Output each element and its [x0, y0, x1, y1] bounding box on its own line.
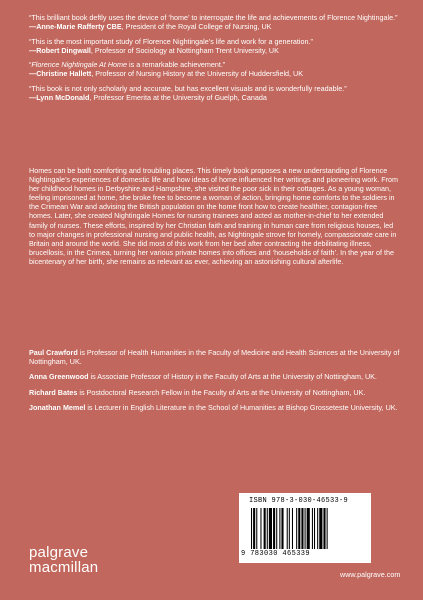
quote-attribution — [29, 22, 401, 31]
quote-affiliation: , Professor Emerita at the University of Guelph, Canada — [89, 92, 267, 102]
author-name: Paul Crawford — [29, 348, 78, 357]
author-bio — [29, 403, 401, 412]
quote-author: —Robert Dingwall — [29, 45, 91, 55]
author-bio-text: is Associate Professor of History in the Faculty of Arts at the University of Nottingham, UK. — [88, 372, 377, 382]
author-name: Jonathan Memel — [29, 402, 86, 412]
author-bio-text: is Postdoctoral Research Fellow in the Faculty of Arts at the University of Nottingham, UK. — [77, 387, 366, 397]
barcode-panel — [239, 493, 371, 563]
book-description: Homes can be both comforting and troubling places. This timely book proposes a new understanding of Florence Nightingale’s experiences of domestic life and how ideas of home influenced her writings and pioneering work. From her childhood homes in Derbyshire and Hampshire, she visited the poor sick in their cottages. As a young woman, feeling imprisoned at home, she broke free to become a woman of action, bringing home comforts to the soldiers in the Crimean War and advising the British population on the home front how to create healthier, contagion-free homes. Later, she created Nightingale Homes for nursing trainees and acted as mother-in-chief to her extended family of nurses. These efforts, inspired by her Christian faith and training in human care from religious houses, led to major changes in professional nursing and public health, as Nightingale strove for homely, compassionate care in Britain and around the world. She did most of this work from her bed after contracting the debilitating illness, brucellosis, in the Crimea, turning her various private homes into offices and ‘households of faith’. In the year of the bicentenary of her birth, she remains as relevant as ever, achieving an astonishing cultural afterlife. — [29, 166, 399, 266]
endorsement-quote — [29, 37, 401, 55]
quote-author: —Lynn McDonald — [29, 92, 90, 102]
quote-text: “This is the most important study of Florence Nightingale’s life and work for a generation.” — [29, 36, 313, 46]
author-name: Anna Greenwood — [29, 372, 89, 382]
quote-text: “This book is not only scholarly and accurate, but has excellent visuals and is wonderfully readable.” — [29, 83, 347, 93]
barcode-icon — [251, 508, 359, 549]
quote-affiliation: , Professor of Nursing History at the University of Huddersfield, UK — [91, 69, 304, 79]
author-bio — [29, 348, 401, 366]
isbn-label: ISBN 978-3-030-46533-9 — [249, 497, 349, 505]
author-name: Richard Bates — [29, 387, 78, 397]
endorsement-quote — [29, 13, 401, 31]
author-bio-text: is Professor of Health Humanities in the Faculty of Medicine and Health Sciences at the University of Nottingham, UK. — [29, 348, 400, 366]
quote-author: —Anne-Marie Rafferty CBE — [29, 22, 122, 31]
endorsement-quote — [29, 84, 401, 102]
endorsements — [29, 13, 401, 107]
quote-attribution — [29, 69, 401, 78]
quote-book-title: Florence Nightingale At Home — [31, 60, 128, 70]
endorsement-quote — [29, 60, 401, 78]
publisher-name-line1: palgrave — [29, 544, 89, 561]
quote-text: “This brilliant book deftly uses the device of ‘home’ to interrogate the life and achievements of Florence Nightingale.” — [29, 13, 398, 22]
barcode-number: 9 783030 465339 — [241, 550, 311, 558]
author-bio — [29, 372, 401, 381]
publisher-name-line2: macmillan — [29, 559, 99, 576]
publisher-logo — [29, 545, 98, 575]
author-bio-text: is Lecturer in English Literature in the School of Humanities at Bishop Grosseteste University, UK. — [85, 402, 398, 412]
quote-text: is a remarkable achievement.” — [127, 60, 226, 70]
quote-attribution — [29, 93, 401, 102]
quote-attribution — [29, 46, 401, 55]
quote-affiliation: , Professor of Sociology at Nottingham Trent University, UK — [90, 45, 279, 55]
quote-open-mark: “ — [29, 60, 32, 70]
author-bio — [29, 388, 401, 397]
quote-affiliation: , President of the Royal College of Nursing, UK — [121, 22, 272, 31]
publisher-website: www.palgrave.com — [340, 570, 401, 579]
quote-author: —Christine Hallett — [29, 69, 92, 79]
author-bios — [29, 348, 401, 418]
